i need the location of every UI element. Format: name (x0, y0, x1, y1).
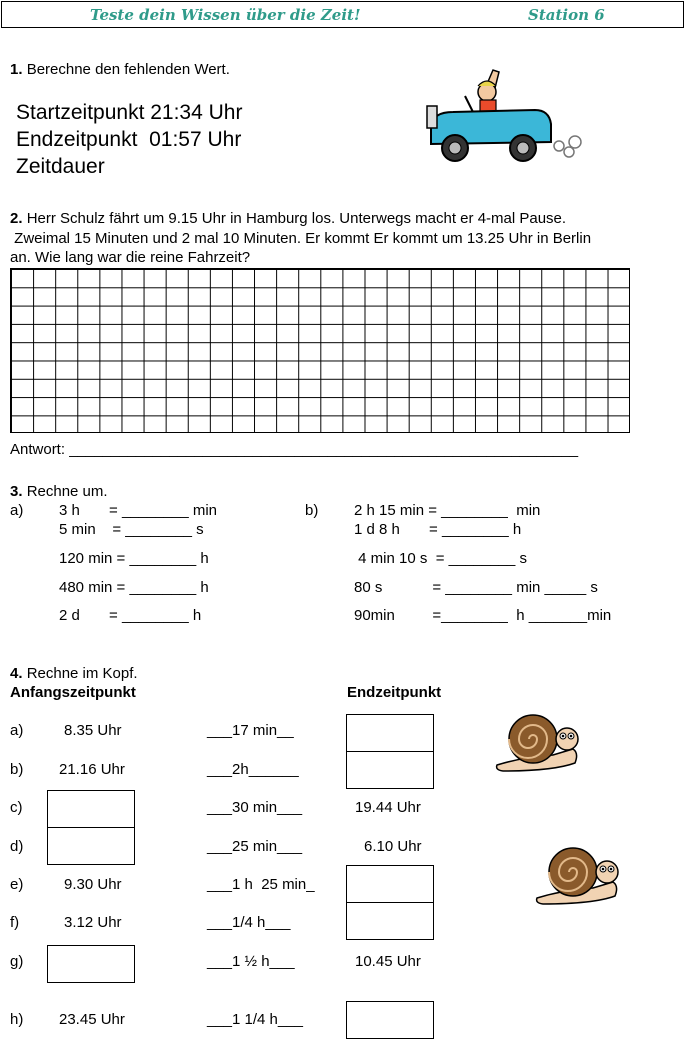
answer-row (10, 441, 578, 458)
row-e-duration: ___1 h 25 min_ (207, 876, 315, 893)
row-c-start-box[interactable] (47, 790, 135, 828)
row-d-start-box[interactable] (47, 827, 135, 865)
task1-start-line: Startzeitpunkt 21:34 Uhr (16, 101, 243, 124)
task3-instruction: Rechne um. (26, 483, 108, 500)
convert-b-3: 4 min 10 s = ________ s (354, 550, 528, 567)
row-d-label: d) (10, 838, 24, 855)
snail-illustration-top (493, 705, 585, 775)
row-g-duration: ___1 ½ h___ (207, 953, 295, 970)
row-b-label: b) (10, 761, 24, 778)
col-start-heading: Anfangszeitpunkt (10, 684, 136, 701)
task2-line-1 (10, 210, 566, 227)
row-d-end: 6.10 Uhr (364, 838, 422, 855)
task4-instruction: Rechne im Kopf. (26, 665, 138, 682)
convert-a-5: 2 d = ________ h (59, 607, 202, 624)
row-a-end-box[interactable] (346, 714, 434, 752)
row-g-end: 10.45 Uhr (355, 953, 421, 970)
convert-b-5: 90min =________ h _______min (354, 607, 612, 624)
row-g-start-box[interactable] (47, 945, 135, 983)
task3-number: 3. (10, 483, 23, 500)
station-label: Station 6 (528, 6, 605, 24)
row-a-start: 8.35 Uhr (64, 722, 122, 739)
task3-label-b: b) (305, 502, 319, 519)
row-f-start: 3.12 Uhr (64, 914, 122, 931)
convert-b-2: 1 d 8 h = ________ h (354, 521, 522, 538)
row-h-label: h) (10, 1011, 24, 1028)
row-c-label: c) (10, 799, 23, 816)
row-b-duration: ___2h______ (207, 761, 299, 778)
worksheet-title: Teste dein Wissen über die Zeit! (90, 6, 361, 24)
row-a-duration: ___17 min__ (207, 722, 294, 739)
row-c-duration: ___30 min___ (207, 799, 303, 816)
row-e-end-box[interactable] (346, 865, 434, 903)
task2-text-1: Herr Schulz fährt um 9.15 Uhr in Hamburg los. Unterwegs macht er 4-mal Pause. (26, 210, 567, 227)
snail-illustration-bottom (533, 838, 625, 908)
row-c-end: 19.44 Uhr (355, 799, 421, 816)
task3-label-a: a) (10, 502, 24, 519)
convert-b-1: 2 h 15 min = ________ min (354, 502, 541, 519)
task1-end-line: Endzeitpunkt 01:57 Uhr (16, 128, 242, 151)
convert-a-3: 120 min = ________ h (59, 550, 209, 567)
row-b-start: 21.16 Uhr (59, 761, 125, 778)
row-h-duration: ___1 1/4 h___ (207, 1011, 303, 1028)
task1-duration-line: Zeitdauer (16, 155, 105, 178)
convert-a-2: 5 min = ________ s (59, 521, 204, 538)
task3-heading (10, 483, 108, 500)
row-f-duration: ___1/4 h___ (207, 914, 291, 931)
row-b-end-box[interactable] (346, 751, 434, 789)
row-g-label: g) (10, 953, 24, 970)
task2-number: 2. (10, 210, 23, 227)
task1-number: 1. (10, 61, 23, 78)
row-e-start: 9.30 Uhr (64, 876, 122, 893)
row-d-duration: ___25 min___ (207, 838, 303, 855)
row-a-label: a) (10, 722, 24, 739)
task1-instruction: Berechne den fehlenden Wert. (26, 61, 230, 78)
car-driver-illustration (425, 66, 585, 171)
task2-text-2: Zweimal 15 Minuten und 2 mal 10 Minuten. Er kommt Er kommt um 13.25 Uhr in Berlin (10, 230, 592, 247)
convert-a-1: 3 h = ________ min (59, 502, 218, 519)
answer-line[interactable]: _____________________________________________________________ (69, 441, 579, 458)
task4-number: 4. (10, 665, 23, 682)
calculation-grid[interactable] (10, 268, 630, 433)
col-end-heading: Endzeitpunkt (347, 684, 442, 701)
task4-heading (10, 665, 138, 682)
task2-text-3: an. Wie lang war die reine Fahrzeit? (10, 249, 251, 266)
row-f-end-box[interactable] (346, 902, 434, 940)
convert-b-4: 80 s = ________ min _____ s (354, 579, 598, 596)
worksheet-header (1, 1, 684, 28)
row-h-end-box[interactable] (346, 1001, 434, 1039)
answer-label: Antwort: (10, 441, 70, 458)
convert-a-4: 480 min = ________ h (59, 579, 209, 596)
row-e-label: e) (10, 876, 24, 893)
task1-heading (10, 61, 230, 78)
row-f-label: f) (10, 914, 20, 931)
row-h-start: 23.45 Uhr (59, 1011, 125, 1028)
